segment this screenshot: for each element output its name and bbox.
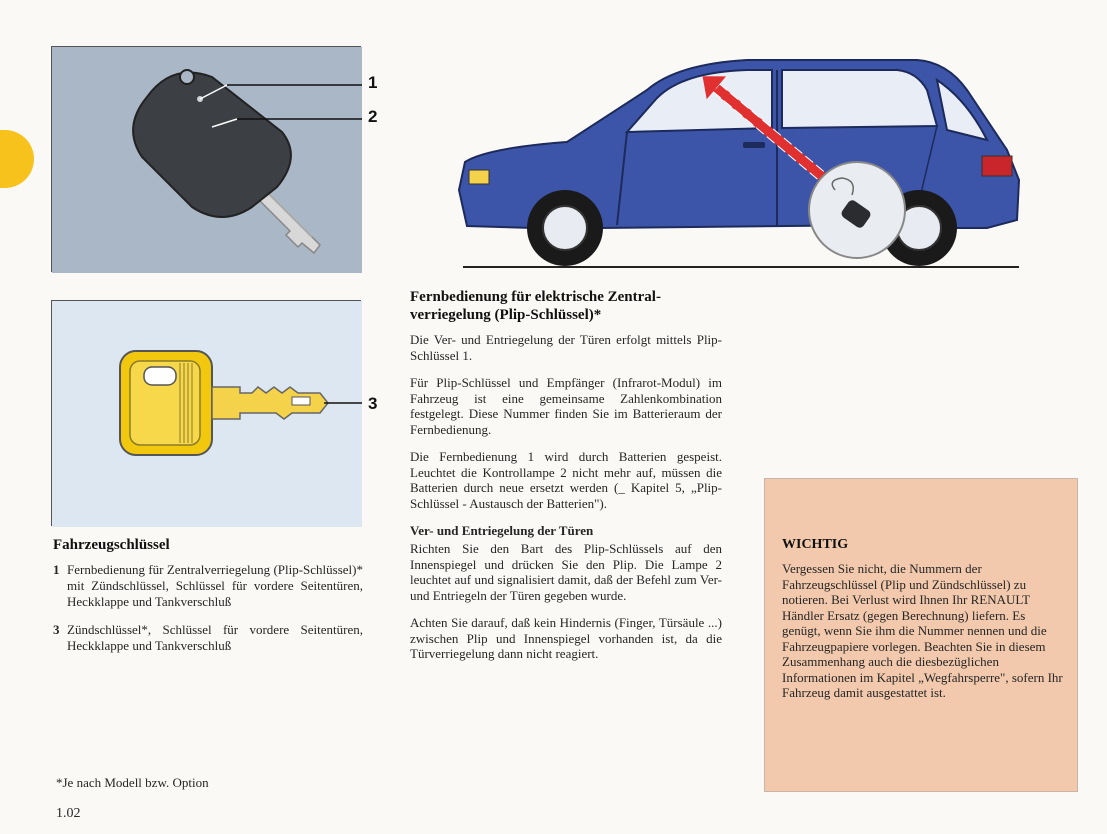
paragraph: Die Ver- und Entriegelung der Türen erfolgt mittels Plip-Schlüssel 1.	[410, 332, 722, 363]
list-item-text: Fernbedienung für Zentralverriegelung (Plip-Schlüssel)* mit Zündschlüssel, Schlüssel für vordere Seitentüren, Heckklappe und Tankverschluß	[67, 562, 363, 609]
list-item-text: Zündschlüssel*, Schlüssel für vordere Seitentüren, Heckklappe und Tankverschluß	[67, 622, 363, 653]
paragraph: Die Fernbedienung 1 wird durch Batterien gespeist. Leuchtet die Kontrollampe 2 nicht mehr auf, müssen die Batterien durch neue ersetzt werden (_ Kapitel 5, „Plip-Schlüssel - Austausch der Batterien").	[410, 449, 722, 511]
section-heading-remote: Fernbedienung für elektrische Zentral-verriegelung (Plip-Schlüssel)*	[410, 289, 661, 323]
subheading-locking: Ver- und Entriegelung der Türen	[410, 523, 594, 538]
callout-2: 2	[368, 107, 378, 126]
paragraph: Achten Sie darauf, daß kein Hindernis (Finger, Türsäule ...) zwischen Plip und Innenspiegel vorhanden ist, da die Türverriegelung dann nicht reagiert.	[410, 615, 722, 661]
paragraph: Für Plip-Schlüssel und Empfänger (Infrarot-Modul) im Fahrzeug ist eine gemeinsame Zahlenkombination festgelegt. Diese Nummer finden Sie im Batterieraum der Fernbedienung.	[410, 375, 722, 437]
plip-key-figure	[51, 46, 361, 272]
paragraph: Richten Sie den Bart des Plip-Schlüssels auf den Innenspiegel und drücken Sie den Plip. Die Lampe 2 leuchtet auf und signalisiert damit, daß der Befehl zum Ver- und Entriegeln der Türen gegeben wurde.	[410, 541, 722, 603]
list-item	[53, 562, 363, 610]
left-column	[53, 537, 363, 666]
warning-title: WICHTIG	[782, 537, 849, 552]
callout-3: 3	[368, 394, 378, 413]
car-illustration	[447, 50, 1027, 275]
footnote: *Je nach Modell bzw. Option	[56, 775, 209, 790]
warning-text: Vergessen Sie nicht, die Nummern der Fahrzeugschlüssel (Plip und Zündschlüssel) zu notieren. Bei Verlust wird Ihnen Ihr RENAULT Händler Ersatz (gegen Berechnung) liefern. Es genügt, wenn Sie ihm die Nummer nennen und die Fahrzeugpapiere vorlegen. Beachten Sie in diesem Zusammenhang auch die diesbezüglichen Informationen im Kapitel „Wegfahrsperre", sofern Ihr Fahrzeug damit ausgestattet ist.	[782, 561, 1063, 700]
list-item-number: 3	[53, 622, 60, 637]
callout-1: 1	[368, 73, 378, 92]
list-item	[53, 622, 363, 654]
list-item-number: 1	[53, 562, 60, 577]
warning-box	[764, 478, 1078, 792]
page-number: 1.02	[56, 806, 81, 821]
chapter-tab-marker	[0, 130, 34, 188]
middle-column	[410, 288, 722, 674]
ground-line	[463, 266, 1019, 268]
ignition-key-figure	[51, 300, 361, 526]
section-heading-keys: Fahrzeugschlüssel	[53, 537, 170, 553]
